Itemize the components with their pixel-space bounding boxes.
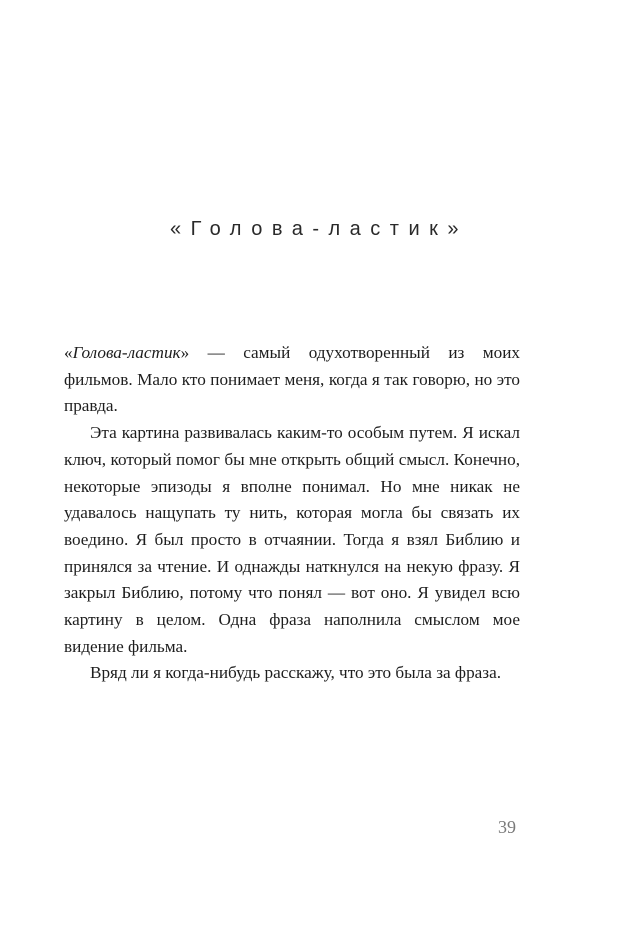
- close-quote: »: [180, 343, 190, 362]
- paragraph-3: Вряд ли я когда-нибудь расскажу, что это была за фраза.: [90, 663, 502, 683]
- film-title-italic: Голова-ластик: [72, 343, 181, 362]
- chapter-title: «Голова-ластик»: [170, 218, 468, 240]
- paragraph-1: [64, 340, 520, 420]
- page-number: 39: [498, 817, 516, 837]
- open-quote: «: [64, 343, 73, 362]
- paragraph-2: Эта картина развивалась каким-то особым путем. Я искал ключ, который помог бы мне открыть общий смысл. Конечно, некоторые эпизоды я вполне понимал. Но мне никак не удавалось нащупать ту нить, которая могла бы связать их воедино. Я был просто в отчаянии. Тогда я взял Библию и принялся за чтение. И однажды наткнулся на некую фразу. Я закрыл Библию, потому что понял — вот оно. Я увидел всю картину в целом. Одна фраза наполнила смыслом мое видение фильма.: [64, 423, 520, 656]
- paragraph-1-text: — самый одухотворенный из моих фильмов. Мало кто понимает меня, когда я так говорю, но это правда.: [64, 343, 520, 416]
- body-text: [64, 340, 520, 687]
